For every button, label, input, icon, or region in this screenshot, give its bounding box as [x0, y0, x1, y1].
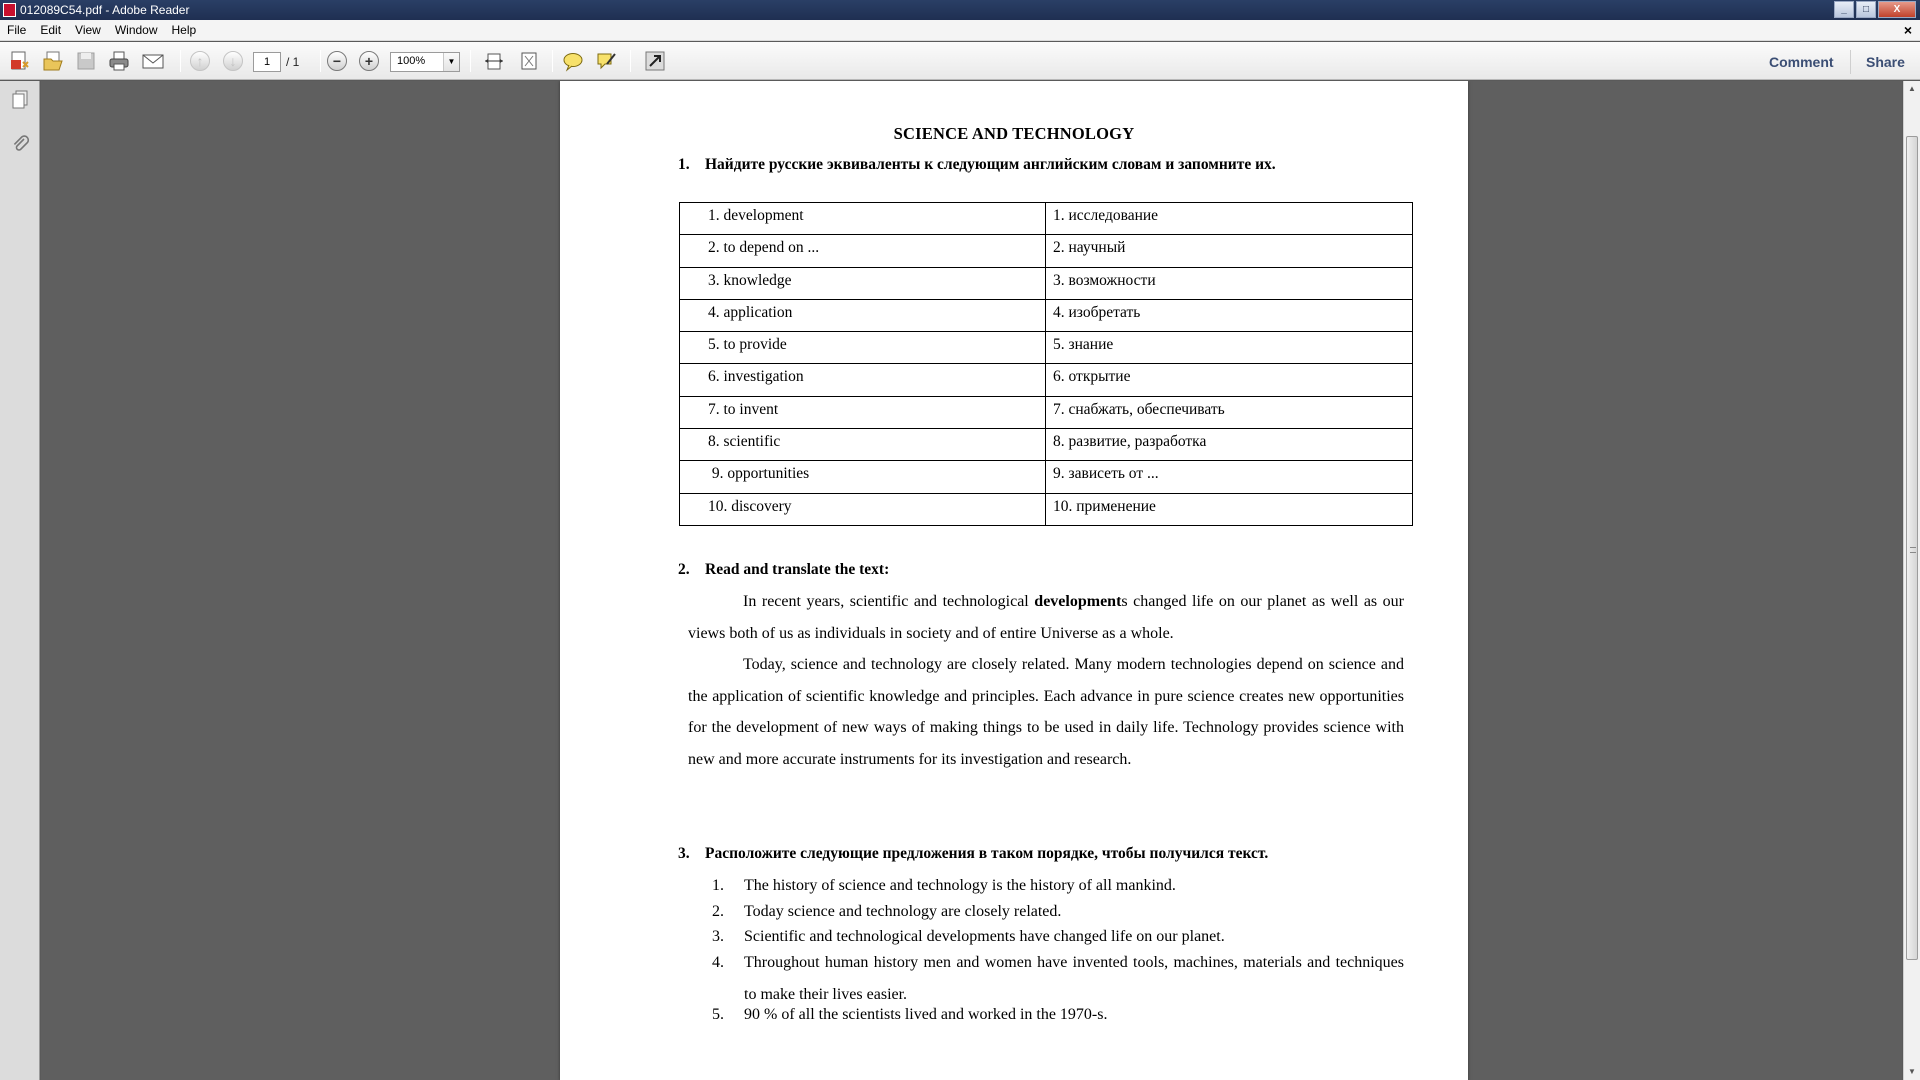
document-viewport[interactable] [41, 81, 1902, 1080]
vocabulary-table [679, 202, 1413, 526]
table-row [680, 364, 1413, 396]
page-number-input[interactable]: 1 [253, 52, 281, 72]
arrow-up-icon: ↑ [190, 51, 210, 71]
minus-icon: − [327, 51, 347, 71]
envelope-icon [141, 50, 165, 72]
table-cell-russian: 3. возможности [1046, 267, 1413, 299]
close-document-button[interactable]: × [1903, 22, 1912, 38]
list-item-number: 2. [712, 903, 724, 920]
save-icon [75, 50, 97, 72]
table-cell-english: 4. application [680, 299, 1046, 331]
table-row [680, 396, 1413, 428]
grip-icon [1910, 547, 1916, 553]
list-item [712, 999, 1404, 1031]
list-item-number: 4. [712, 954, 724, 971]
fit-width-icon [484, 50, 504, 72]
page-count: / 1 [286, 55, 300, 69]
list-item-number: 1. [712, 877, 724, 894]
highlight-text-button[interactable] [594, 49, 618, 73]
menu-view[interactable]: View [75, 23, 101, 37]
toolbar-separator [552, 50, 553, 72]
table-row [680, 493, 1413, 525]
toolbar [0, 42, 1920, 80]
table-cell-english: 2. to depend on ... [680, 235, 1046, 267]
menu-bar [0, 20, 1920, 41]
scrollbar-thumb[interactable] [1906, 136, 1918, 960]
printer-icon [108, 50, 130, 72]
table-cell-russian: 9. зависеть от ... [1046, 461, 1413, 493]
paragraph-text: In recent years, scientific and technological [743, 593, 1035, 610]
read-mode-button[interactable] [643, 49, 667, 73]
vocabulary-table-body [680, 203, 1413, 526]
zoom-in-button[interactable] [357, 49, 381, 73]
table-cell-english: 1. development [680, 203, 1046, 235]
toolbar-separator [320, 50, 321, 72]
save-button[interactable] [74, 49, 98, 73]
table-cell-russian: 2. научный [1046, 235, 1413, 267]
section-heading-text: Расположите следующие предложения в таком порядке, чтобы получился текст. [705, 845, 1269, 862]
chevron-down-icon[interactable]: ▼ [443, 53, 459, 71]
fit-width-button[interactable] [482, 49, 506, 73]
table-row [680, 332, 1413, 364]
table-row [680, 235, 1413, 267]
table-cell-russian: 5. знание [1046, 332, 1413, 364]
page-thumbnails-icon[interactable] [10, 89, 30, 111]
plus-icon: + [359, 51, 379, 71]
pdf-page [560, 81, 1468, 1080]
adobe-reader-icon [3, 3, 16, 17]
document-title: SCIENCE AND TECHNOLOGY [893, 124, 1135, 143]
print-button[interactable] [107, 49, 131, 73]
next-page-button[interactable] [221, 49, 245, 73]
menu-window[interactable]: Window [114, 23, 158, 37]
table-cell-russian: 1. исследование [1046, 203, 1413, 235]
create-pdf-icon [9, 50, 31, 72]
comment-button[interactable]: Comment [1769, 54, 1834, 70]
section-heading-text: Read and translate the text: [705, 561, 890, 578]
list-item-text: The history of science and technology is the history of all mankind. [744, 877, 1176, 894]
expand-icon [645, 51, 665, 71]
table-cell-russian: 7. снабжать, обеспечивать [1046, 396, 1413, 428]
close-window-button[interactable]: X [1878, 1, 1916, 18]
menu-edit[interactable]: Edit [40, 23, 62, 37]
previous-page-button[interactable] [188, 49, 212, 73]
list-item-text: 90 % of all the scientists lived and worked in the 1970-s. [744, 1006, 1108, 1023]
email-button[interactable] [141, 49, 165, 73]
list-item-number: 5. [712, 1006, 724, 1023]
share-button[interactable]: Share [1866, 54, 1905, 70]
vertical-scrollbar[interactable] [1903, 81, 1920, 1080]
title-bar [0, 0, 1920, 20]
list-item-text: Scientific and technological developments have changed life on our planet. [744, 928, 1225, 945]
paragraph-text: s changed life on our planet as well as our views both of us as individuals in society and of entire Universe as a whole. [688, 593, 1405, 642]
open-button[interactable] [41, 49, 65, 73]
open-folder-icon [42, 50, 64, 72]
navigation-pane [0, 81, 40, 1080]
list-item-text: Throughout human history men and women have invented tools, machines, materials and techniques to make their lives easier. [744, 954, 1404, 1003]
fit-page-icon [519, 50, 539, 72]
table-cell-russian: 8. развитие, разработка [1046, 429, 1413, 461]
section-number: 2. [678, 561, 690, 578]
table-cell-english: 10. discovery [680, 493, 1046, 525]
paragraph-bold-text: development [1034, 593, 1122, 610]
table-cell-russian: 4. изобретать [1046, 299, 1413, 331]
window-controls [1834, 1, 1916, 18]
paragraph-1 [688, 586, 1404, 649]
table-cell-russian: 6. открытие [1046, 364, 1413, 396]
fit-page-button[interactable] [517, 49, 541, 73]
section-2-heading [678, 561, 889, 579]
table-cell-english: 9. opportunities [680, 461, 1046, 493]
toolbar-separator [180, 50, 181, 72]
section-3-heading [678, 845, 1268, 863]
section-heading-text: Найдите русские эквиваленты к следующим английским словам и запомните их. [705, 156, 1276, 173]
maximize-button[interactable]: □ [1856, 1, 1876, 18]
section-number: 1. [678, 156, 690, 173]
attachments-paperclip-icon[interactable] [10, 133, 30, 155]
table-cell-russian: 10. применение [1046, 493, 1413, 525]
scroll-down-arrow-icon[interactable]: ▼ [1908, 1067, 1916, 1076]
table-cell-english: 6. investigation [680, 364, 1046, 396]
section-number: 3. [678, 845, 690, 862]
menu-help[interactable]: Help [171, 23, 197, 37]
table-cell-english: 3. knowledge [680, 267, 1046, 299]
zoom-out-button[interactable] [325, 49, 349, 73]
zoom-select[interactable] [390, 52, 460, 72]
table-row [680, 203, 1413, 235]
highlighter-icon [595, 50, 617, 72]
table-row [680, 299, 1413, 331]
arrow-down-icon: ↓ [223, 51, 243, 71]
table-row [680, 267, 1413, 299]
speech-bubble-icon [562, 50, 584, 72]
menu-file[interactable]: File [7, 23, 27, 37]
table-row [680, 429, 1413, 461]
scroll-up-arrow-icon[interactable]: ▲ [1908, 84, 1916, 93]
zoom-value: 100% [397, 55, 426, 67]
paragraph-2: Today, science and technology are closely related. Many modern technologies depend on science and the application of scientific knowledge and principles. Each advance in pure science creates new opportunities for the development of new ways of making things to be used in daily life. Technology provides science with new and more accurate instruments for its investigation and research. [688, 656, 1404, 768]
toolbar-separator [470, 50, 471, 72]
create-pdf-button[interactable] [8, 49, 32, 73]
table-cell-english: 5. to provide [680, 332, 1046, 364]
sticky-note-button[interactable] [561, 49, 585, 73]
toolbar-separator [630, 50, 631, 72]
table-cell-english: 7. to invent [680, 396, 1046, 428]
toolbar-separator [1850, 50, 1851, 74]
table-row [680, 461, 1413, 493]
list-item-number: 3. [712, 928, 724, 945]
minimize-button[interactable]: _ [1834, 1, 1854, 18]
window-title: 012089C54.pdf - Adobe Reader [20, 3, 190, 17]
section-1-heading [678, 156, 1276, 174]
table-cell-english: 8. scientific [680, 429, 1046, 461]
list-item-text: Today science and technology are closely related. [744, 903, 1062, 920]
